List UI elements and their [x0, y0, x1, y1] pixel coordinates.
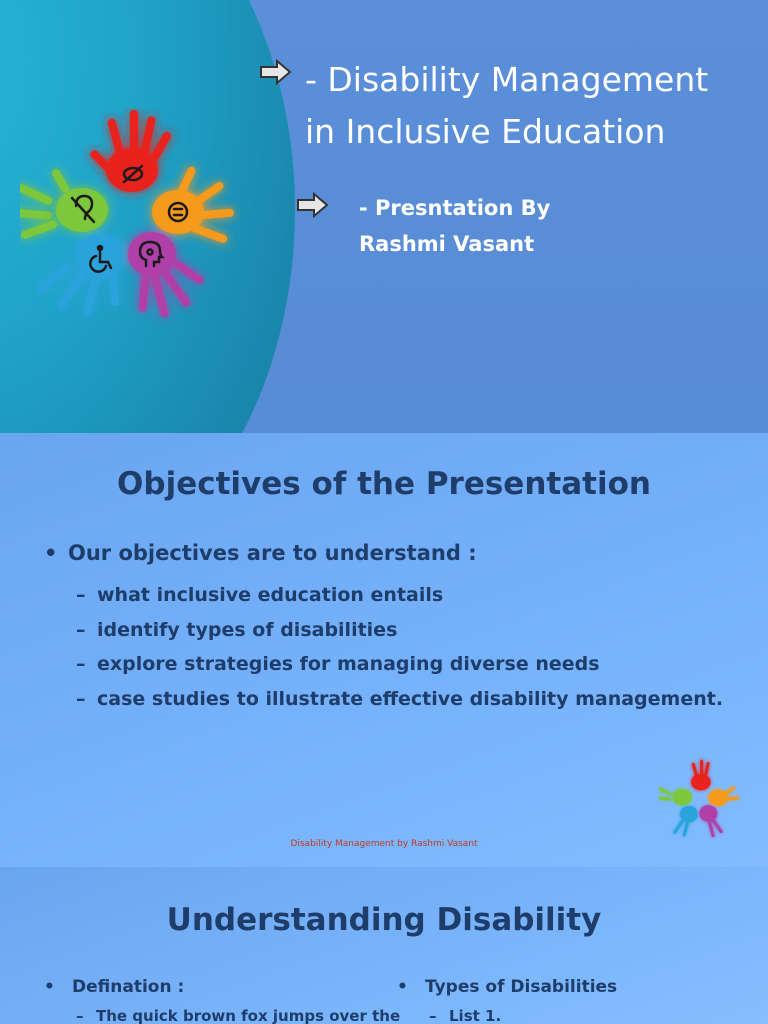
slide-footer: Disability Management by Rashmi Vasant	[290, 839, 478, 849]
list-item-text: identify types of disabilities	[97, 618, 398, 641]
green-hand	[20, 168, 108, 240]
sub-item: – List 1.	[429, 1007, 502, 1024]
bullet-dot: •	[44, 541, 58, 565]
hands-logo-icon	[659, 755, 745, 845]
list-item-text: explore strategies for managing diverse needs	[97, 653, 600, 675]
list-item: – explore strategies for managing diverse needs	[76, 653, 600, 675]
orange-hand	[152, 165, 234, 243]
list-item-text: case studies to illustrate effective disability management.	[97, 687, 724, 710]
right-column	[397, 977, 617, 1024]
bullet-item: • Types of Disabilities	[397, 977, 618, 997]
left-column	[44, 977, 400, 1024]
title-line-1: - Disability Management	[305, 60, 709, 99]
objectives-slide	[0, 433, 768, 867]
hands-logo-icon	[20, 108, 250, 328]
arrow-right-icon	[296, 191, 330, 219]
list-item: – identify types of disabilities	[76, 618, 398, 641]
bullet-item	[44, 541, 477, 565]
understanding-slide	[0, 867, 768, 1024]
list-item: – case studies to illustrate effective disability management.	[76, 687, 724, 710]
arrow-right-icon	[259, 58, 293, 86]
subtitle-line-1: - Presntation By	[359, 196, 551, 220]
slide-heading: Objectives of the Presentation	[117, 466, 651, 502]
sub-item-text: The quick brown fox jumps over the	[96, 1007, 401, 1024]
objectives-list	[76, 578, 723, 716]
subtitle-line-2: Rashmi Vasant	[359, 232, 535, 256]
title-line-2: in Inclusive Education	[305, 112, 666, 151]
list-item-text: what inclusive education entails	[97, 584, 444, 606]
purple-hand	[128, 232, 205, 318]
list-item: – what inclusive education entails	[76, 584, 444, 606]
bullet-text: Defination :	[72, 977, 185, 997]
title-slide	[0, 0, 768, 433]
bullet-item: • Defination :	[44, 977, 185, 997]
bullet-text: Our objectives are to understand :	[68, 541, 477, 565]
slide-title	[305, 54, 765, 158]
slide-subtitle	[359, 190, 759, 262]
sub-item-text: List 1.	[449, 1007, 502, 1024]
blue-hand	[36, 234, 124, 316]
sub-item: – The quick brown fox jumps over the	[76, 1007, 401, 1024]
bullet-text: Types of Disabilities	[425, 977, 618, 997]
slide-heading: Understanding Disability	[166, 902, 602, 938]
